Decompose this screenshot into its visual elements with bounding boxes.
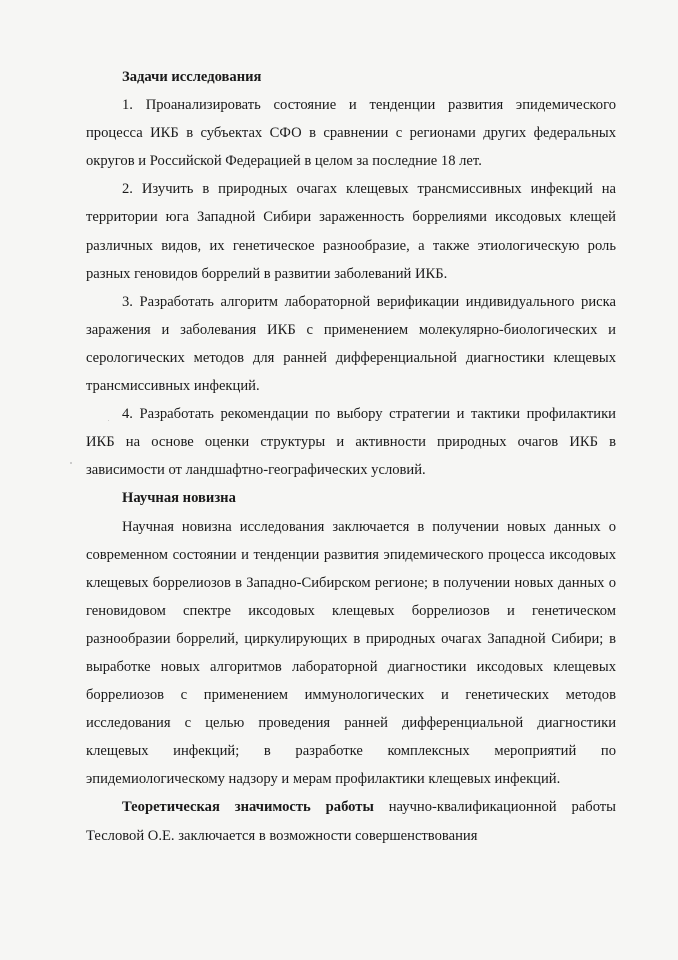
theory-paragraph bbox=[86, 793, 616, 849]
section-heading-tasks: Задачи исследования bbox=[122, 69, 262, 85]
task-item-3: 3. Разработать алгоритм лабораторной верификации индивидуального риска заражения и заболевания ИКБ с применением молекулярно-биологических и серологических методов для ранней дифференциальной диагностики клещевых трансмиссивных инфекций. bbox=[86, 293, 616, 395]
task-item-4: 4. Разработать рекомендации по выбору стратегии и тактики профилактики ИКБ на основе оценки структуры и активности природных очагов ИКБ в зависимости от ландшафтно-географических условий. bbox=[86, 406, 616, 479]
theory-text: научно-квалификационной работы Тесловой О.Е. заключается в возможности совершенствования bbox=[86, 799, 616, 844]
novelty-paragraph: Научная новизна исследования заключается в получении новых данных о современном состоянии и тенденции развития эпидемического процесса иксодовых клещевых боррелиозов в Западно-Сибирском регионе; в получении новых данных о геновидовом спектре иксодовых клещевых боррелиозов и генетическом разнообразии боррелий, циркулирующих в природных очагах Западной Сибири; в выработке новых алгоритмов лабораторной диагностики иксодовых клещевых боррелиозов с применением иммунологических и генетических методов исследования с целью проведения ранней дифференциальной диагностики клещевых инфекций; в разработке комплексных мероприятий по эпидемиологическому надзору и мерам профилактики клещевых инфекций. bbox=[86, 518, 616, 788]
document-body bbox=[86, 63, 616, 850]
theory-bold-lead: Теоретическая значимость работы bbox=[122, 799, 374, 816]
section-heading-novelty: Научная новизна bbox=[122, 490, 236, 507]
task-item-1: 1. Проанализировать состояние и тенденции развития эпидемического процесса ИКБ в субъектах СФО в сравнении с регионами других федеральных округов и Российской Федерацией в целом за последние 18 лет. bbox=[86, 97, 616, 170]
scan-speck bbox=[108, 420, 109, 421]
task-item-2: 2. Изучить в природных очагах клещевых трансмиссивных инфекций на территории юга Западной Сибири зараженность боррелиями иксодовых клещей различных видов, их генетическое разнообразие, а также этиологическую роль разных геновидов боррелий в развитии заболеваний ИКБ. bbox=[86, 181, 616, 282]
scan-speck bbox=[70, 462, 72, 464]
